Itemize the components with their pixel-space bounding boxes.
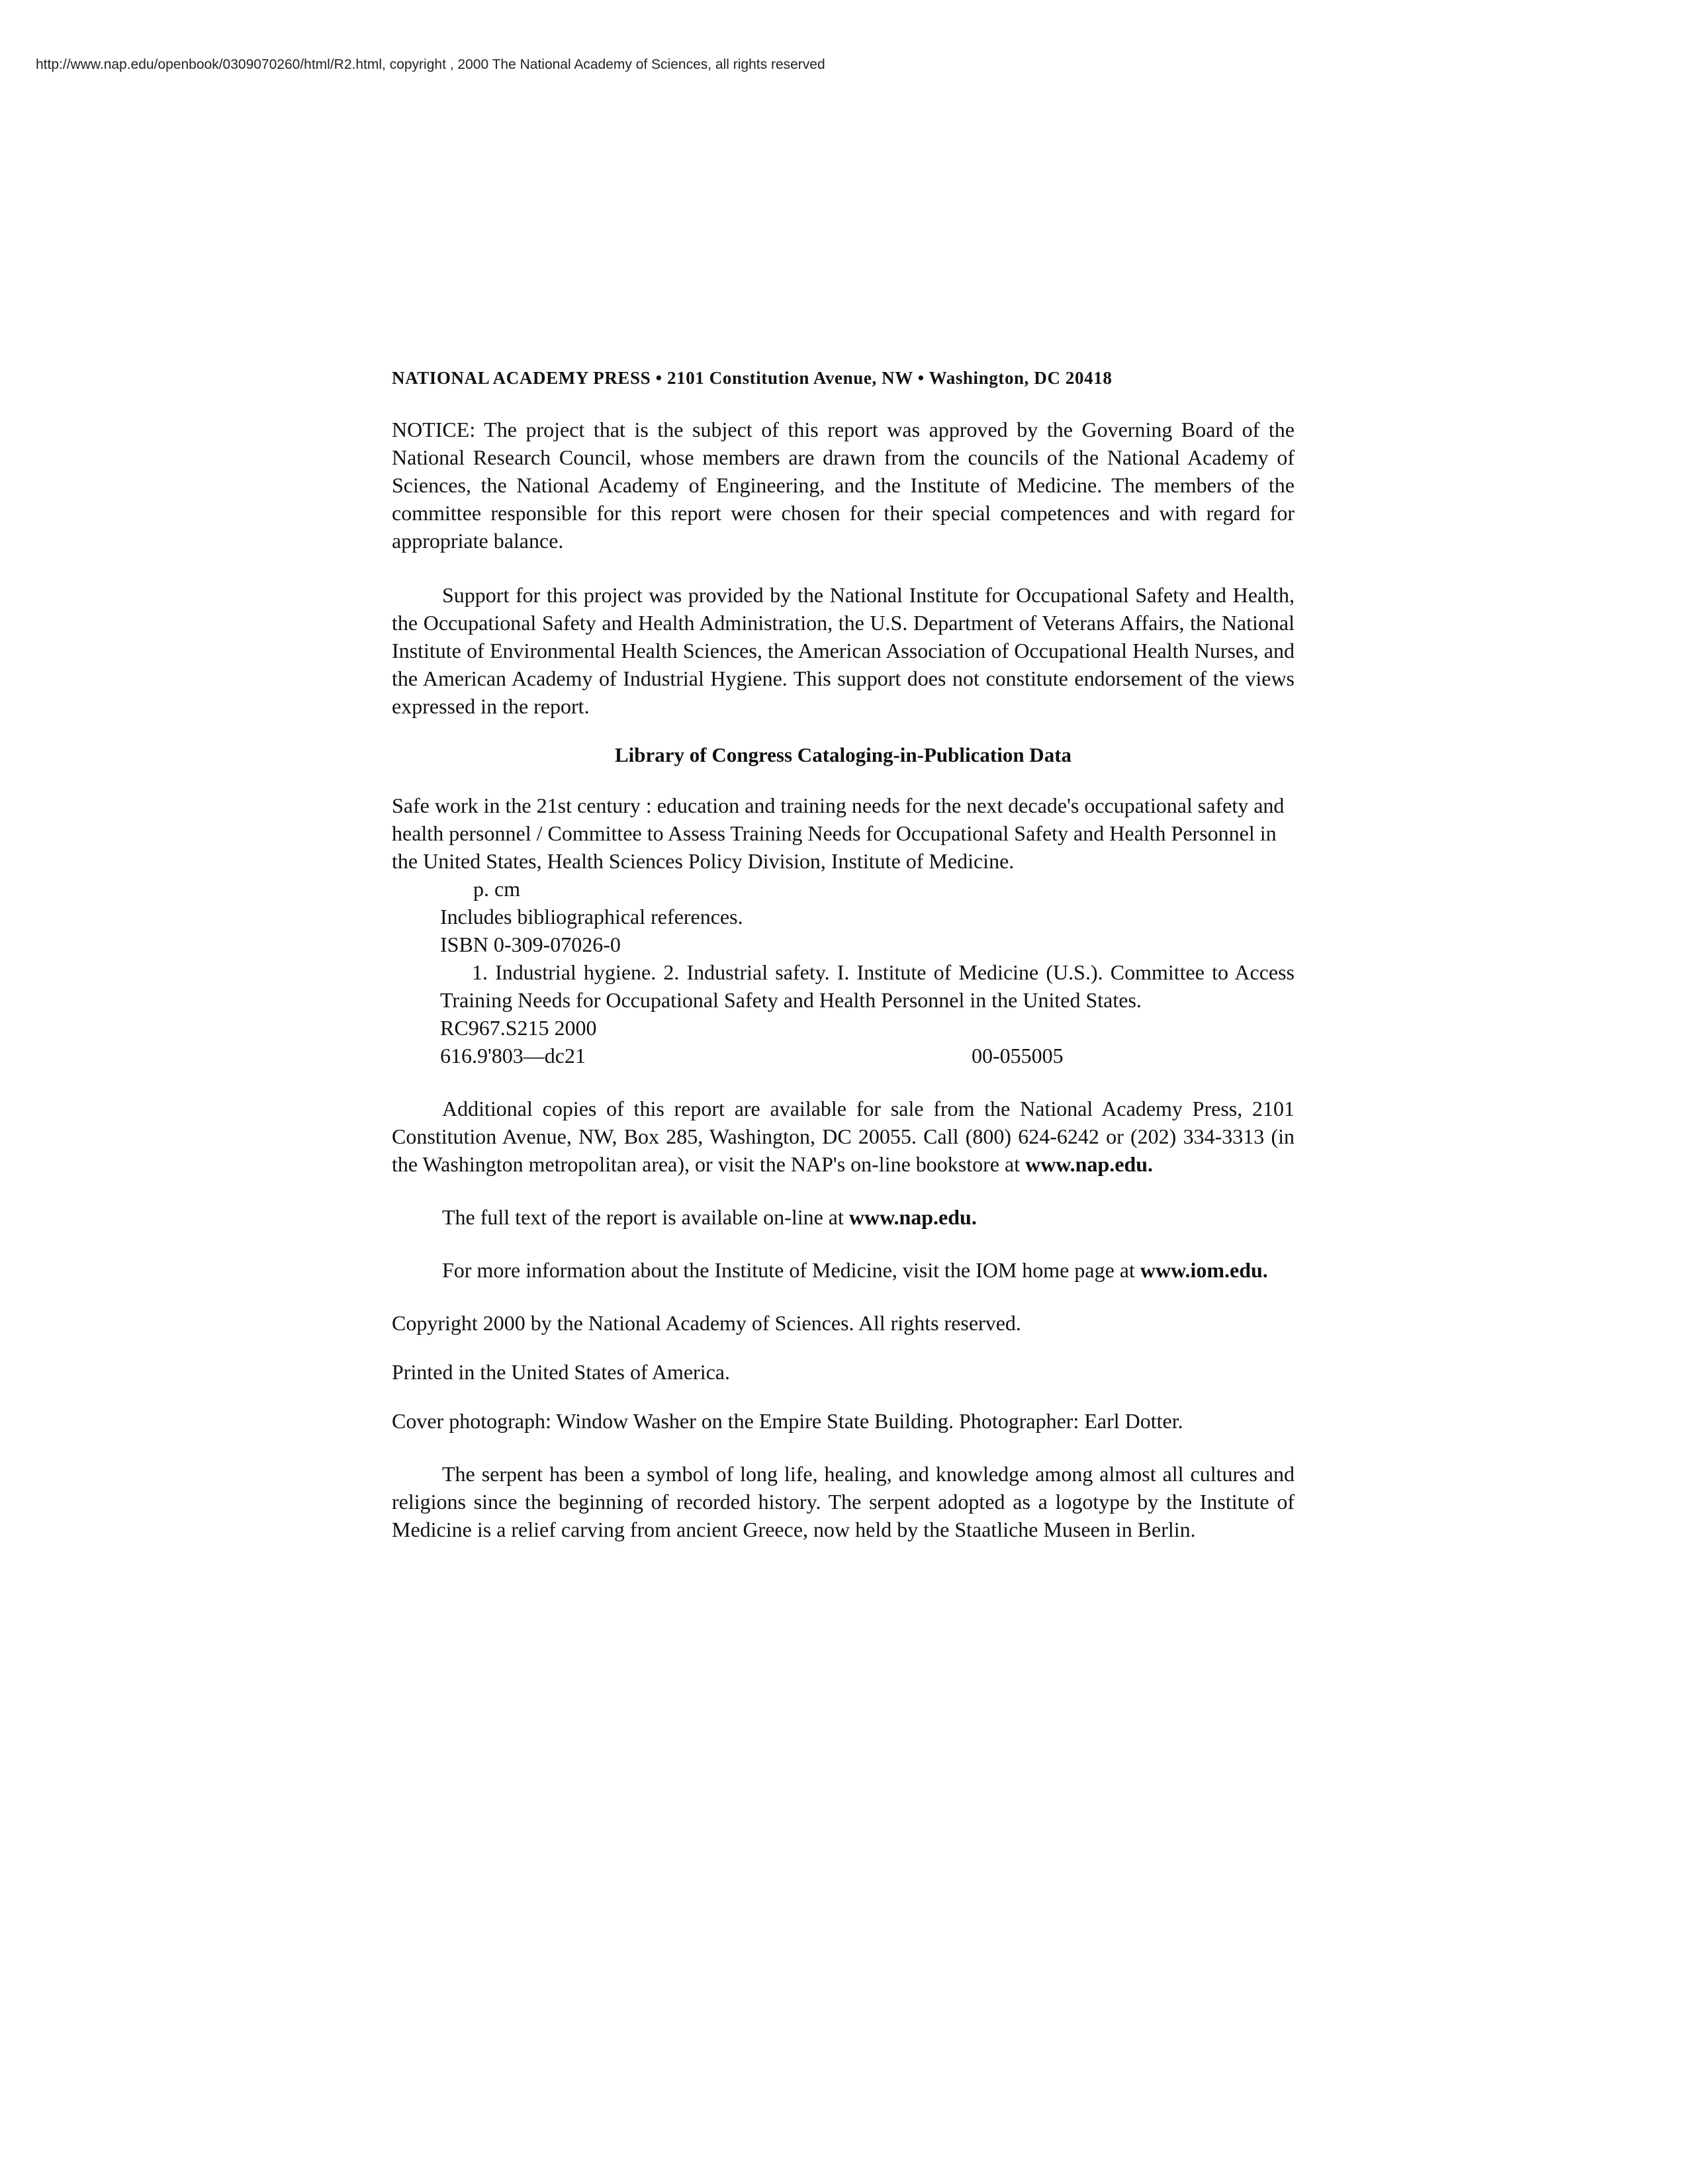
- cover-photo-credit: Cover photograph: Window Washer on the Empire State Building. Photographer: Earl Dotter.: [392, 1409, 1183, 1433]
- source-url-header: http://www.nap.edu/openbook/0309070260/html/R2.html, copyright , 2000 The National Academy of Sciences, all rights reserved: [36, 57, 825, 72]
- additional-copies-paragraph: [392, 1095, 1295, 1178]
- copyright-page-body: [392, 364, 1295, 1543]
- cip-details: [392, 875, 1295, 1069]
- iom-text: For more information about the Institute of Medicine, visit the IOM home page at: [442, 1258, 1135, 1282]
- cip-heading: Library of Congress Cataloging-in-Publication Data: [614, 743, 1072, 766]
- support-paragraph: Support for this project was provided by the National Institute for Occupational Safety and Health, the Occupational Safety and Health Administration, the U.S. Department of Veterans Affairs, the National Institute of Environmental Health Sciences, the American Association of Occupational Health Nurses, and the American Academy of Industrial Hygiene. This support does not constitute endorsement of the views expressed in the report.: [392, 583, 1295, 718]
- cip-includes: Includes bibliographical references.: [440, 905, 743, 929]
- cip-subjects: 1. Industrial hygiene. 2. Industrial safety. I. Institute of Medicine (U.S.). Committee to Access Training Needs for Occupational Safety and Health Personnel in the United States.: [440, 960, 1295, 1012]
- cip-record: [392, 792, 1295, 1069]
- full-text-paragraph: [392, 1203, 1295, 1231]
- iom-link[interactable]: www.iom.edu.: [1140, 1258, 1268, 1282]
- cip-lccn: 00-055005: [972, 1044, 1064, 1068]
- iom-paragraph: [392, 1256, 1295, 1284]
- printed-line: Printed in the United States of America.: [392, 1360, 730, 1384]
- cip-call-number: RC967.S215 2000: [440, 1016, 597, 1040]
- nap-link[interactable]: www.nap.edu.: [1025, 1152, 1154, 1176]
- serpent-paragraph: The serpent has been a symbol of long life, healing, and knowledge among almost all cultures and religions since the beginning of recorded history. The serpent adopted as a logotype by the Institute of Medicine is a relief carving from ancient Greece, now held by the Staatliche Museen in Berlin.: [392, 1462, 1295, 1541]
- cip-isbn: ISBN 0-309-07026-0: [440, 933, 621, 956]
- additional-copies-text: Additional copies of this report are available for sale from the National Academy Press, 2101 Constitution Avenue, NW, Box 285, Washington, DC 20055. Call (800) 624-6242 or (202) 334-3313 (in the Washington metropolitan area), or visit the NAP's on-line bookstore at: [392, 1097, 1295, 1176]
- cip-classification-row: [440, 1042, 1295, 1069]
- cip-dewey: 616.9'803—dc21: [440, 1044, 586, 1068]
- notice-paragraph: NOTICE: The project that is the subject of this report was approved by the Governing Board of the National Research Council, whose members are drawn from the councils of the National Academy of Sciences, the National Academy of Engineering, and the Institute of Medicine. The members of the committee responsible for this report were chosen for their special competences and with regard for appropriate balance.: [392, 418, 1295, 553]
- cip-description: Safe work in the 21st century : education and training needs for the next decade's occupational safety and health personnel / Committee to Assess Training Needs for Occupational Safety and Health Personnel in the United States, Health Sciences Policy Division, Institute of Medicine.: [392, 794, 1285, 873]
- copyright-line: Copyright 2000 by the National Academy of Sciences. All rights reserved.: [392, 1311, 1021, 1335]
- cip-pcm: p. cm: [473, 877, 521, 901]
- nap-fulltext-link[interactable]: www.nap.edu.: [848, 1205, 977, 1229]
- full-text-text: The full text of the report is available on-line at: [442, 1205, 844, 1229]
- publisher-address: NATIONAL ACADEMY PRESS • 2101 Constitution Avenue, NW • Washington, DC 20418: [392, 368, 1113, 388]
